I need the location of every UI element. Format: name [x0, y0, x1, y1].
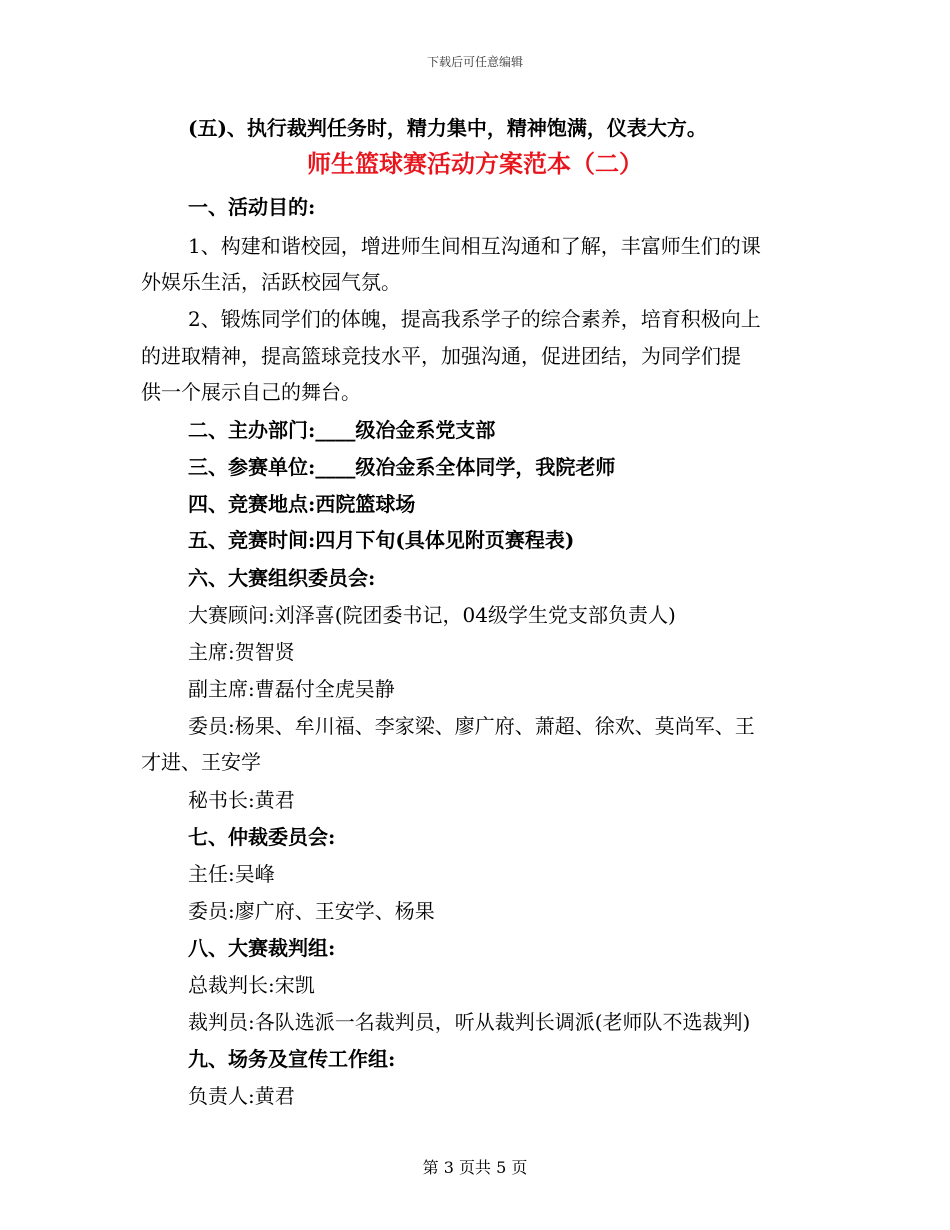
page-footer: 第 3 页共 5 页 — [422, 1158, 528, 1177]
paragraph-1-line-2: 外娱乐生活，活跃校园气氛。 — [141, 270, 401, 294]
paragraph-2-line-2: 的进取精神，提高篮球竞技水平，加强沟通，促进团结，为同学们提 — [141, 344, 741, 368]
committee-secretary: 秘书长:黄君 — [188, 788, 295, 812]
page-header: 下载后可任意编辑 — [426, 55, 523, 69]
section-1-heading: 一、活动目的: — [188, 195, 316, 219]
arbitration-members: 委员:廖广府、王安学、杨果 — [188, 899, 435, 923]
section-6-heading: 六、大赛组织委员会: — [188, 566, 376, 590]
field-publicity-lead: 负责人:黄君 — [188, 1084, 295, 1108]
paragraph-2-line-1: 2、锻炼同学们的体魄，提高我系学子的综合素养，培育积极向上 — [188, 307, 761, 331]
section-2-line: 二、主办部门:____级冶金系党支部 — [188, 418, 496, 442]
section-3-line: 三、参赛单位:____级冶金系全体同学，我院老师 — [188, 455, 616, 479]
committee-advisor: 大赛顾问:刘泽喜(院团委书记，04级学生党支部负责人) — [188, 603, 676, 627]
section-9-heading: 九、场务及宣传工作组: — [188, 1047, 396, 1071]
paragraph-2-line-3: 供一个展示自己的舞台。 — [141, 380, 361, 404]
referees-line: 裁判员:各队选派一名裁判员，听从裁判长调派(老师队不选裁判) — [188, 1010, 751, 1034]
document-title: 师生篮球赛活动方案范本（二） — [307, 149, 643, 178]
section-7-heading: 七、仲裁委员会: — [188, 825, 336, 849]
previous-section-line: (五)、执行裁判任务时，精力集中，精神饱满，仪表大方。 — [188, 116, 707, 140]
chief-referee: 总裁判长:宋凯 — [188, 973, 315, 997]
paragraph-1-line-1: 1、构建和谐校园，增进师生间相互沟通和了解，丰富师生们的课 — [188, 234, 761, 258]
committee-members-line-2: 才进、王安学 — [141, 750, 261, 774]
committee-vice-chair: 副主席:曹磊付全虎吴静 — [188, 677, 395, 701]
arbitration-director: 主任:吴峰 — [188, 862, 275, 886]
committee-chair: 主席:贺智贤 — [188, 640, 295, 664]
committee-members-line-1: 委员:杨果、牟川福、李家梁、廖广府、萧超、徐欢、莫尚军、王 — [188, 714, 755, 738]
section-8-heading: 八、大赛裁判组: — [188, 936, 336, 960]
section-4-line: 四、竞赛地点:西院篮球场 — [188, 492, 416, 516]
section-5-line: 五、竞赛时间:四月下旬(具体见附页赛程表) — [188, 528, 575, 552]
